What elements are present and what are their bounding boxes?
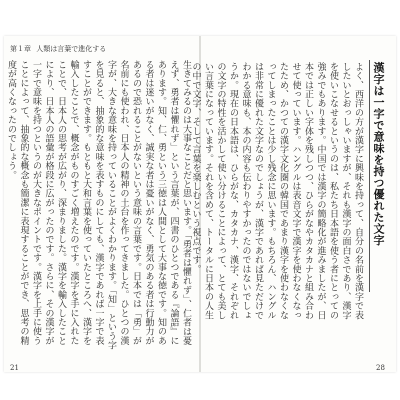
left-body-text: 生きてみるのは大事なことだと思います。「勇者は懼れず」、仁者は憂えず、勇者は懼れず」という言葉が、四書のひとつである『論語』にあります。知、仁、勇という三徳は人間として大事な徳です。知のある者は迷いがなく、誠実な者は憂いがなく、勇気のある者は行動力があるので恐れることがないという意味の言葉です。日本では「勇」が名前にも使われ、日本人の精神の土台を作ってきました。ひとつの漢字が、大きな意味を持っていることがよくわかります。「知」という字を見ると、抽象的な意味を表すものにしても、漢字であれば一字で表すことができます。もともと大和言葉を使っていたところへ、漢字を輸入したことで、概念がものすごく増えたのです。漢字を手に入れたことで、日本人の思考が広がり、深まりました。漢字を輸入したことにより、日本人の語彙が格段に広がったのです。さらに、その漢字が一字で意味を持つというのが大きなポイントです。漢字を上手に使うことによって、抽象的な概念も簡潔に表現することができ、思考の精度が高くなったのでしょう。 — [6, 60, 191, 350]
chapter-title: 人類は言葉で進化する — [36, 45, 107, 53]
page-number-left: 21 — [10, 364, 19, 372]
page-number-right: 28 — [376, 364, 385, 372]
right-page-body — [190, 62, 364, 320]
left-page-body — [6, 60, 192, 350]
chapter-label: 第１章 — [10, 45, 31, 53]
section-heading: 漢字は一字で意味を持つ優れた文字 — [372, 62, 385, 246]
running-head — [10, 44, 106, 54]
right-body-text: よく、西洋の方が漢字に興味を持って、自分の名前を漢字で表したいとおっしゃいますが、それも漢字の面白さであり、漢字を使いこなせるというのは、私たち日本語を使う者にとっての強みでもあります。中国では漢字の簡略化が進みましたが、日本では正しい字体を残しつつ、ひらがなやカタカナと組み合わせて使っています。ハングルは表音文字で漢字を使わなくなったため、かつての漢字文化圏の韓国であまり漢字を使わなくなってしまったことは少し残念に思います。もちろん、ハングルは非常に優れた文字なのでしょうが、漢字であれば見ただけでわかる意味も、本の内容も伝わりやすかったのではないでしょうか。現在の日本語は、ひらがな、カタカナ、漢字、それぞれの文字の特性を活かして使い分けることによって、とても美しい言葉になっています。それを含めて、トータルに日本の人生の中で文字、そして言葉を楽しむという視点です。 — [190, 62, 363, 320]
